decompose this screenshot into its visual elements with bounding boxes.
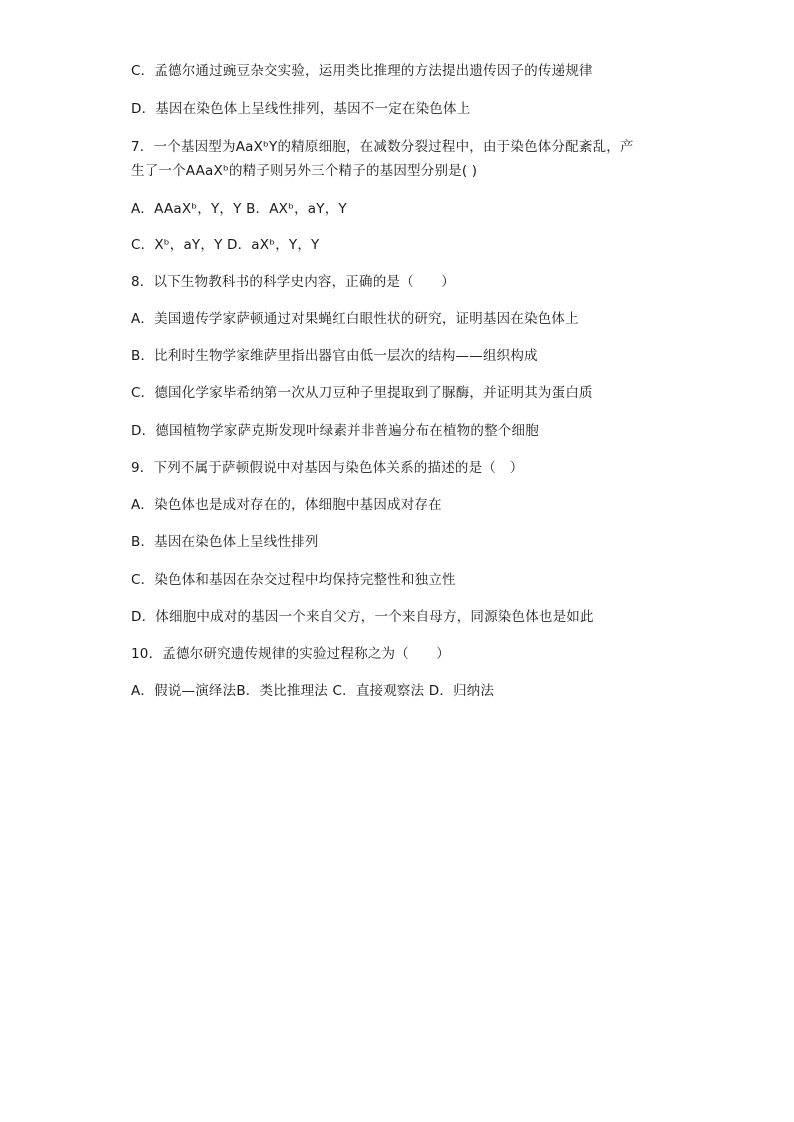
q10-stem: 10．孟德尔研究遗传规律的实验过程称之为（ ） [131, 646, 450, 662]
q7-stem-line-1: 7．一个基因型为AaXᵇY的精原细胞，在减数分裂过程中，由于染色体分配紊乱，产 [131, 139, 634, 155]
q8-option-c: C．德国化学家毕希纳第一次从刀豆种子里提取到了脲酶，并证明其为蛋白质 [131, 385, 593, 401]
q7-options-cd: C．Xᵇ，aY，Y D．aXᵇ，Y，Y [131, 237, 320, 253]
q8-option-b: B．比利时生物学家维萨里指出器官由低一层次的结构——组织构成 [131, 348, 538, 364]
q6-option-d: D．基因在染色体上呈线性排列，基因不一定在染色体上 [131, 101, 471, 117]
q6-option-c: C．孟德尔通过豌豆杂交实验，运用类比推理的方法提出遗传因子的传递规律 [131, 63, 593, 79]
q9-option-c: C．染色体和基因在杂交过程中均保持完整性和独立性 [131, 572, 456, 588]
q8-option-d: D．德国植物学家萨克斯发现叶绿素并非普遍分布在植物的整个细胞 [131, 423, 539, 439]
q10-options: A．假说—演绎法B．类比推理法 C．直接观察法 D．归纳法 [131, 683, 495, 699]
q8-stem: 8．以下生物教科书的科学史内容，正确的是（ ） [131, 274, 455, 290]
q9-option-d: D．体细胞中成对的基因一个来自父方，一个来自母方，同源染色体也是如此 [131, 609, 594, 625]
q7-options-ab: A．AAaXᵇ，Y，Y B．AXᵇ，aY，Y [131, 201, 347, 217]
q7-stem-line-2: 生了一个AAaXᵇ的精子则另外三个精子的基因型分别是( ) [131, 163, 478, 179]
q9-option-a: A．染色体也是成对存在的，体细胞中基因成对存在 [131, 497, 442, 513]
q8-option-a: A．美国遗传学家萨顿通过对果蝇红白眼性状的研究，证明基因在染色体上 [131, 311, 579, 327]
q9-option-b: B．基因在染色体上呈线性排列 [131, 534, 319, 550]
q9-stem: 9．下列不属于萨顿假说中对基因与染色体关系的描述的是（ ） [131, 460, 524, 476]
